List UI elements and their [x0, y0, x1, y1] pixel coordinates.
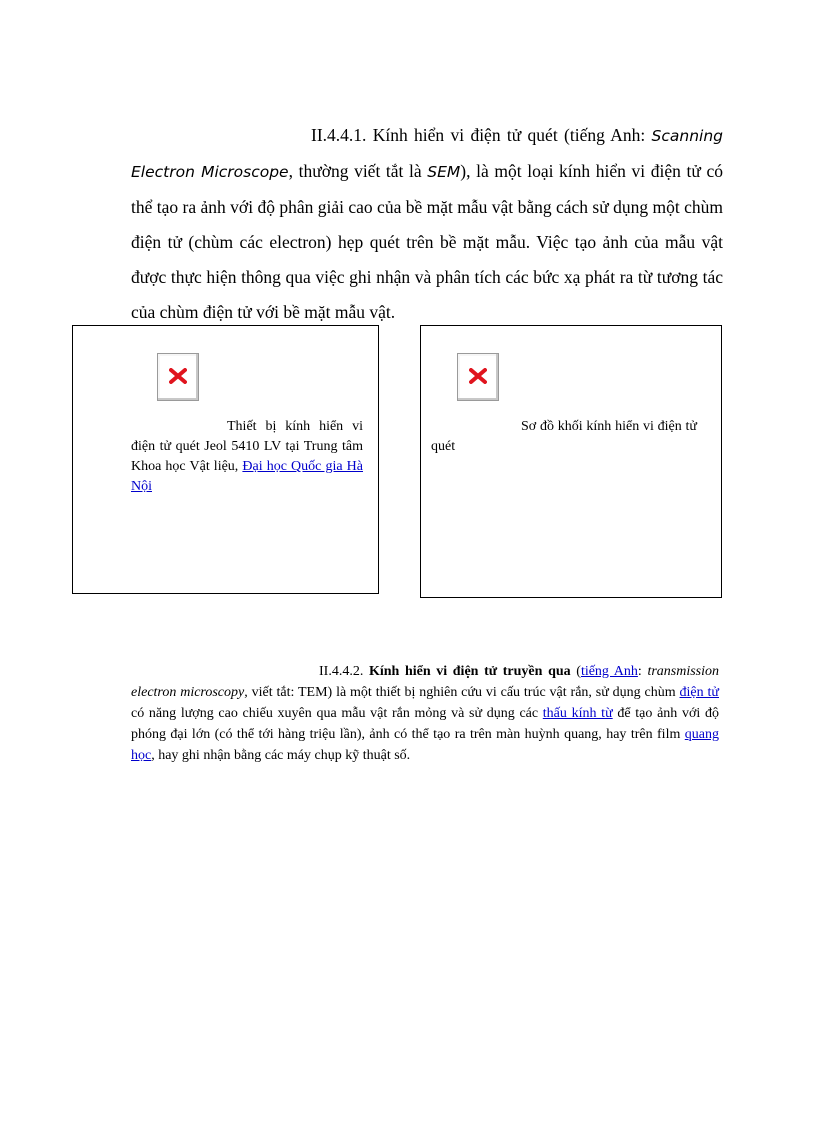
section-number: II.4.4.2. — [319, 664, 369, 679]
section-sem-paragraph: II.4.4.1. Kính hiển vi điện tử quét (tiếng Anh: Scanning Electron Microscope, thường viết tắt là SEM), là một loại kính hiển vi điện tử có thể tạo ra ảnh với độ phân giải cao của bề mặt mẫu vật bằng cách sử dụng một chùm điện tử (chùm các electron) hẹp quét trên bề mặt mẫu. Việc tạo ảnh của mẫu vật được thực hiện thông qua việc ghi nhận và phân tích các bức xạ phát ra từ tương tác của chùm điện tử với bề mặt mẫu vật. — [131, 125, 723, 322]
link-vnu-hanoi[interactable]: Đại học Quốc gia Hà Nội — [131, 459, 363, 494]
figure-caption: Sơ đồ khối kính hiển vi điện tử quét — [431, 419, 697, 454]
english-term: Scanning Electron Microscope — [131, 127, 723, 181]
section-tem-paragraph: II.4.4.2. Kính hiển vi điện tử truyền qua (tiếng Anh: transmission electron microscopy, viết tắt: TEM) là một thiết bị nghiên cứu vi cấu trúc vật rắn, sử dụng chùm điện tử có năng lượng cao chiếu xuyên qua mẫu vật rắn mỏng và sử dụng các thấu kính từ để tạo ảnh với độ phóng đại lớn (có thể tới hàng triệu lần), ảnh có thể tạo ra trên màn huỳnh quang, hay trên film quang học, hay ghi nhận bằng các máy chụp kỹ thuật số. — [131, 664, 720, 763]
section-title: Kính hiển vi điện tử truyền qua — [368, 664, 571, 679]
broken-image-icon — [157, 353, 199, 401]
figure-sem-block-diagram — [420, 325, 722, 598]
figure-caption: Thiết bị kính hiển vi điện tử quét Jeol 5410 LV tại Trung tâm Khoa học Vật liệu, Đại học Quốc gia Hà Nội — [131, 419, 363, 494]
section-number: II.4.4.1. — [311, 125, 367, 145]
link-optics[interactable]: quang học — [131, 727, 719, 763]
link-magnetic-lens[interactable]: thấu kính từ — [542, 706, 613, 721]
english-term: transmission electron microscopy — [131, 664, 720, 700]
broken-image-icon — [457, 353, 499, 401]
figure-sem-device — [72, 325, 379, 594]
link-english[interactable]: tiếng Anh — [580, 664, 638, 679]
abbreviation: SEM — [427, 163, 461, 181]
link-electron[interactable]: điện tử — [679, 685, 719, 700]
